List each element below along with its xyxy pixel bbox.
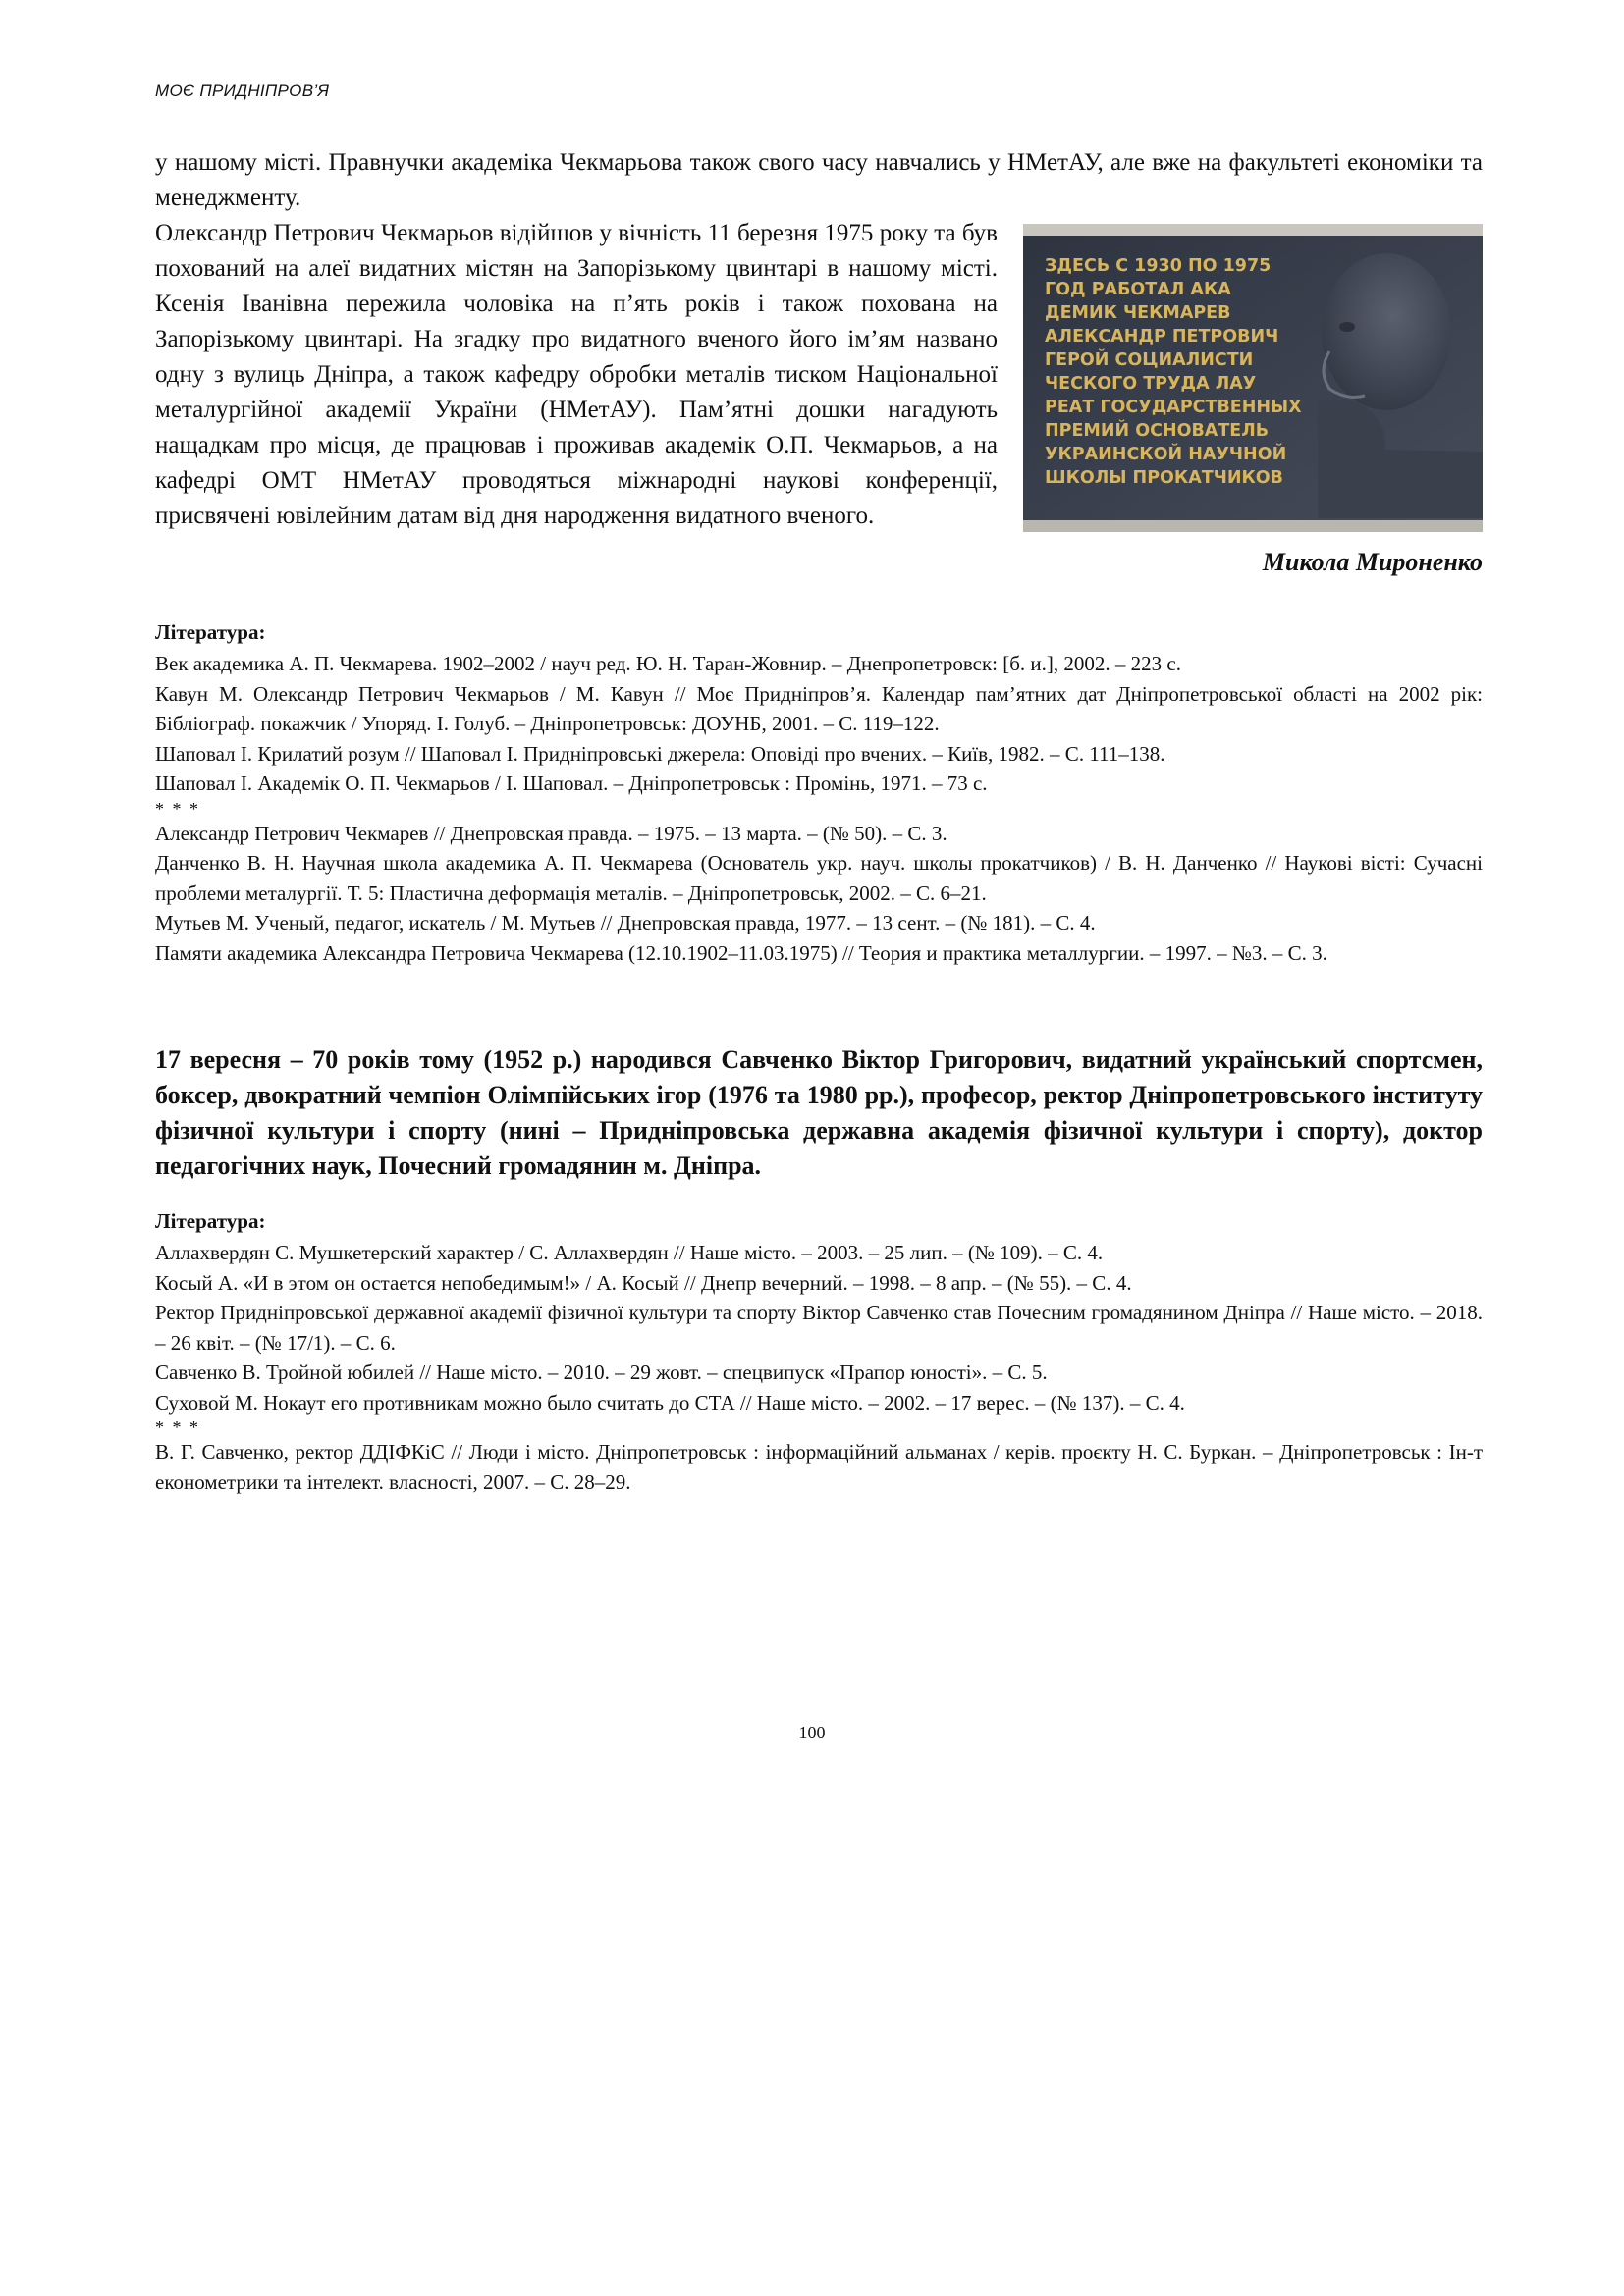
plaque-text-line: УКРАИНСКОЙ НАУЧНОЙ	[1045, 445, 1287, 464]
plaque-image	[1023, 224, 1483, 532]
reference-item: Александр Петрович Чекмарев // Днепровская правда. – 1975. – 13 марта. – (№ 50). – С. 3.	[155, 821, 947, 845]
separator-stars-2: * * *	[155, 1417, 200, 1437]
reference-item: В. Г. Савченко, ректор ДДІФКіС // Люди і місто. Дніпропетровськ : інформаційний альманах / керів. проєкту Н. С. Буркан. – Дніпропетровськ : Ін-т економетрики та інтелект. власності, 2007. – С. 28–29.	[155, 1440, 1483, 1494]
reference-item: Шаповал І. Крилатий розум // Шаповал І. Придніпровські джерела: Оповіді про вчених. – Київ, 1982. – С. 111–138.	[155, 741, 1165, 766]
literature-heading-1: Література:	[155, 620, 266, 644]
plaque-text-line: ГЕРОЙ СОЦИАЛИСТИ	[1045, 350, 1254, 370]
reference-list-2a	[155, 1238, 1483, 1417]
reference-item: Ректор Придніпровської державної академії фізичної культури та спорту Віктор Савченко став Почесним громадянином Дніпра // Наше місто. – 2018. – 26 квіт. – (№ 17/1). – С. 6.	[155, 1301, 1483, 1355]
plaque-text-line: ЗДЕСЬ С 1930 ПО 1975	[1045, 256, 1272, 276]
plaque-text-line: ДЕМИК ЧЕКМАРЕВ	[1045, 303, 1231, 323]
intro-paragraph-2: Олександр Петрович Чекмарьов відійшов у вічність 11 березня 1975 року та був похований на алеї видатних містян на Запорізькому цвинтарі в нашому місті. Ксенія Іванівна пережила чоловіка на п’ять років і також похована на Запорізькому цвинтарі. На згадку про видатного вченого його ім’ям названо одну з вулиць Дніпра, а також кафедру обробки металів тиском Національної металургійної академії України (НМетАУ). Пам’ятні дошки нагадують нащадкам про місця, де працював і проживав академік О.П. Чекмарьов, а на кафедрі ОМТ НМетАУ проводяться міжнародні наукові конференції, присвячені ювілейним датам від дня народження видатного вченого.	[155, 220, 998, 529]
separator-stars-1: * * *	[155, 798, 200, 819]
literature-heading-2: Література:	[155, 1209, 266, 1233]
plaque-text-line: АЛЕКСАНДР ПЕТРОВИЧ	[1045, 327, 1279, 347]
reference-item: Мутьев М. Ученый, педагог, искатель / М. Мутьев // Днепровская правда, 1977. – 13 сент. – (№ 181). – С. 4.	[155, 911, 1096, 934]
reference-item: Кавун М. Олександр Петрович Чекмарьов / М. Кавун // Моє Придніпров’я. Календар пам’ятних дат Дніпропетровської області на 2002 рік: Бібліограф. покажчик / Упоряд. І. Голуб. – Дніпропетровськ: ДОУНБ, 2001. – С. 119–122.	[155, 681, 1483, 735]
reference-list-1a	[155, 649, 1483, 799]
article-author: Микола Мироненко	[1262, 548, 1483, 576]
reference-item: Косый А. «И в этом он остается непобедимым!» / А. Косый // Днепр вечерний. – 1998. – 8 апр. – (№ 55). – С. 4.	[155, 1270, 1132, 1295]
plaque-text-line: ШКОЛЫ ПРОКАТЧИКОВ	[1045, 468, 1284, 488]
reference-list-2b	[155, 1437, 1483, 1497]
reference-item: Памяти академика Александра Петровича Чекмарева (12.10.1902–11.03.1975) // Теория и практика металлургии. – 1997. – №3. – С. 3.	[155, 940, 1327, 965]
plaque-text-line: РЕАТ ГОСУДАРСТВЕННЫХ	[1045, 398, 1302, 417]
reference-item: Савченко В. Тройной юбилей // Наше місто. – 2010. – 29 жовт. – спецвипуск «Прапор юності». – С. 5.	[155, 1361, 1048, 1384]
running-header: МОЄ ПРИДНІПРОВ’Я	[155, 81, 330, 100]
plaque-text-line: ГОД РАБОТАЛ АКА	[1045, 280, 1231, 299]
reference-list-1b	[155, 819, 1483, 969]
page-number: 100	[798, 1723, 826, 1742]
event-announcement: 17 вересня – 70 років тому (1952 р.) народився Савченко Віктор Григорович, видатний український спортсмен, боксер, двократний чемпіон Олімпійських ігор (1976 та 1980 рр.), професор, ректор Дніпропетровського інституту фізичної культури і спорту (нині – Придніпровська державна академія фізичної культури і спорту), доктор педагогічних наук, Почесний громадянин м. Дніпра.	[155, 1045, 1483, 1180]
plaque-text-line: ПРЕМИЙ ОСНОВАТЕЛЬ	[1045, 421, 1270, 441]
intro-with-image	[155, 216, 1483, 534]
reference-item: Шаповал І. Академік О. П. Чекмарьов / І. Шаповал. – Дніпропетровськ : Промінь, 1971. – 73 с.	[155, 772, 988, 795]
page-content	[155, 145, 1483, 1497]
memorial-plaque-photo	[1023, 224, 1483, 532]
intro-paragraph-1: у нашому місті. Правнучки академіка Чекмарьова також свого часу навчались у НМетАУ, але вже на факультеті економіки та менеджменту.	[155, 149, 1483, 211]
plaque-text-line: ЧЕСКОГО ТРУДА ЛАУ	[1045, 374, 1257, 394]
reference-item: Аллахвердян С. Мушкетерский характер / С. Аллахвердян // Наше місто. – 2003. – 25 лип. – (№ 109). – С. 4.	[155, 1241, 1104, 1264]
reference-item: Век академика А. П. Чекмарева. 1902–2002 / науч ред. Ю. Н. Таран-Жовнир. – Днепропетровск: [б. и.], 2002. – 223 с.	[155, 652, 1181, 675]
reference-item: Данченко В. Н. Научная школа академика А. П. Чекмарева (Основатель укр. науч. школы прокатчиков) / В. Н. Данченко // Наукові вісті: Сучасні проблеми металургії. Т. 5: Пластична деформація металів. – Дніпропетровськ, 2002. – С. 6–21.	[155, 851, 1483, 905]
reference-item: Суховой М. Нокаут его противникам можно было считать до СТА // Наше місто. – 2002. – 17 верес. – (№ 137). – С. 4.	[155, 1390, 1185, 1415]
